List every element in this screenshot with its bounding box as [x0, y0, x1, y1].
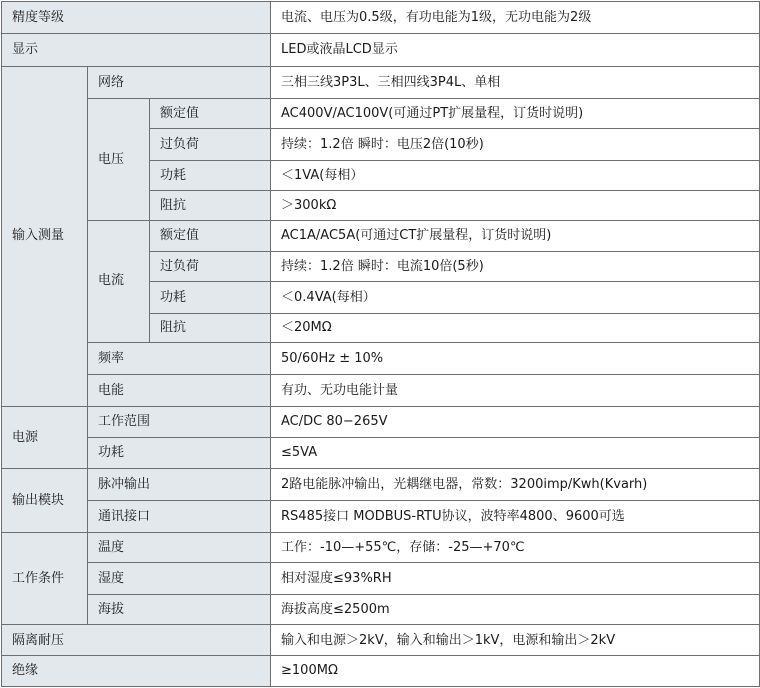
insulation-label: 绝缘 — [2, 656, 271, 687]
humidity-value: 相对湿度≤93%RH — [271, 563, 760, 594]
output-pulse-label: 脉冲输出 — [88, 469, 271, 500]
voltage-overload-value: 持续：1.2倍 瞬时：电压2倍(10秒) — [271, 129, 760, 160]
voltage-rated-value: AC400V/AC100V(可通过PT扩展量程，订货时说明) — [271, 99, 760, 129]
output-pulse-value: 2路电能脉冲输出，光耦继电器，常数：3200imp/Kwh(Kvarh) — [271, 469, 760, 500]
row-current-rated — [2, 220, 760, 251]
supply-range-value: AC/DC 80−265V — [271, 406, 760, 437]
row-supply-range — [2, 406, 760, 437]
row-output-comm — [2, 500, 760, 532]
row-voltage-rated — [2, 99, 760, 129]
current-overload-label: 过负荷 — [150, 251, 271, 281]
temperature-value: 工作：-10—+55℃，存储：-25—+70℃ — [271, 533, 760, 563]
current-power-label: 功耗 — [150, 282, 271, 313]
row-humidity — [2, 563, 760, 594]
insulation-value: ≥100MΩ — [271, 656, 760, 687]
accuracy-value: 电流、电压为0.5级，有功电能为1级，无功电能为2级 — [271, 2, 760, 34]
spec-table — [1, 1, 760, 687]
row-isolation — [2, 625, 760, 656]
altitude-label: 海拔 — [88, 594, 271, 624]
current-overload-value: 持续：1.2倍 瞬时：电流10倍(5秒) — [271, 251, 760, 281]
supply-power-label: 功耗 — [88, 437, 271, 468]
supply-power-value: ≤5VA — [271, 437, 760, 468]
voltage-rated-label: 额定值 — [150, 99, 271, 129]
humidity-label: 湿度 — [88, 563, 271, 594]
network-value: 三相三线3P3L、三相四线3P4L、单相 — [271, 66, 760, 98]
current-power-value: ＜0.4VA(每相） — [271, 282, 760, 313]
voltage-power-label: 功耗 — [150, 160, 271, 190]
supply-range-label: 工作范围 — [88, 406, 271, 437]
frequency-value: 50/60Hz ± 10% — [271, 342, 760, 374]
current-impedance-value: ＜20MΩ — [271, 313, 760, 342]
altitude-value: 海拔高度≤2500m — [271, 594, 760, 624]
row-display — [2, 34, 760, 66]
voltage-impedance-value: ＞300kΩ — [271, 191, 760, 220]
input-group-label: 输入测量 — [2, 66, 88, 406]
energy-label: 电能 — [88, 375, 271, 406]
temperature-label: 温度 — [88, 533, 271, 563]
output-group-label: 输出模块 — [2, 469, 88, 533]
row-energy — [2, 375, 760, 406]
current-rated-label: 额定值 — [150, 220, 271, 251]
display-label: 显示 — [2, 34, 271, 66]
energy-value: 有功、无功电能计量 — [271, 375, 760, 406]
row-accuracy — [2, 2, 760, 34]
voltage-power-value: ＜1VA(每相） — [271, 160, 760, 190]
network-label: 网络 — [88, 66, 271, 98]
output-comm-value: RS485接口 MODBUS-RTU协议，波特率4800、9600可选 — [271, 500, 760, 532]
display-value: LED或液晶LCD显示 — [271, 34, 760, 66]
voltage-group-label: 电压 — [88, 99, 150, 220]
isolation-label: 隔离耐压 — [2, 625, 271, 656]
output-comm-label: 通讯接口 — [88, 500, 271, 532]
row-output-pulse — [2, 469, 760, 500]
current-rated-value: AC1A/AC5A(可通过CT扩展量程，订货时说明) — [271, 220, 760, 251]
supply-group-label: 电源 — [2, 406, 88, 469]
accuracy-label: 精度等级 — [2, 2, 271, 34]
row-network — [2, 66, 760, 98]
current-group-label: 电流 — [88, 220, 150, 342]
row-insulation — [2, 656, 760, 687]
row-supply-power — [2, 437, 760, 468]
voltage-overload-label: 过负荷 — [150, 129, 271, 160]
row-altitude — [2, 594, 760, 624]
row-frequency — [2, 342, 760, 374]
conditions-group-label: 工作条件 — [2, 533, 88, 625]
isolation-value: 输入和电源＞2kV，输入和输出＞1kV，电源和输出＞2kV — [271, 625, 760, 656]
row-temperature — [2, 533, 760, 563]
current-impedance-label: 阻抗 — [150, 313, 271, 342]
frequency-label: 频率 — [88, 342, 271, 374]
voltage-impedance-label: 阻抗 — [150, 191, 271, 220]
